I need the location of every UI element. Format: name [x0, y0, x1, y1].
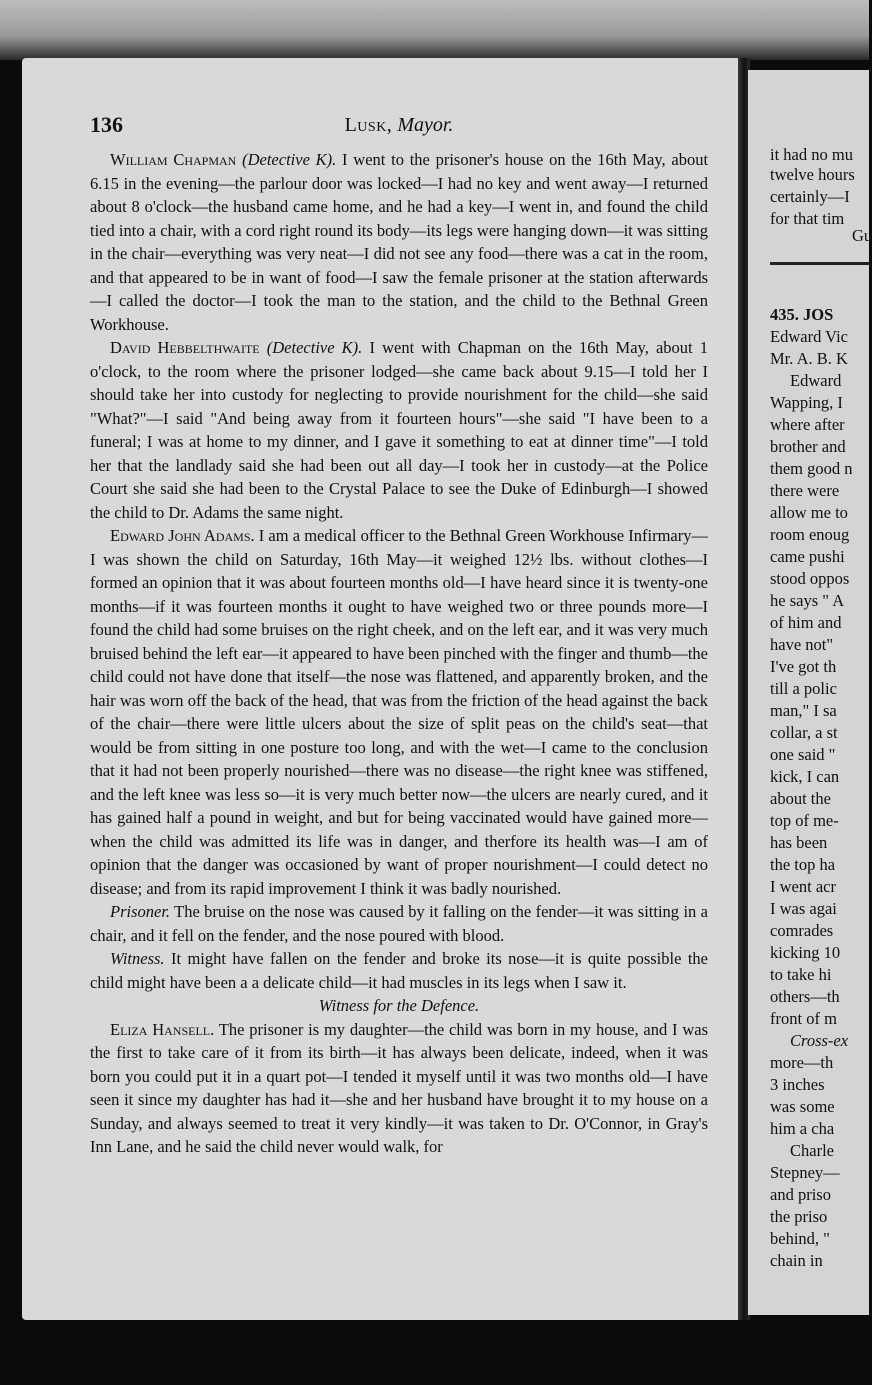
- right-page-line: stood oppos: [770, 569, 850, 588]
- right-page-line: where after: [770, 415, 845, 434]
- testimony-text-run: It might have fallen on the fender and broke its nose—it is quite possible the child might have been a a delicate child—it had muscles in its legs when I saw it.: [90, 949, 708, 992]
- right-page-line: Edward Vic: [770, 327, 848, 346]
- testimony-text-run: I went with Chapman on the 16th May, about 1 o'clock, to the room where the prisoner lodged—she came back about 9.15—I told her I should take her into custody for neglecting to provide nourishment for the child—she said "What?"—I said "And being away from it fourteen hours"—she said "I have been to a funeral; I was at home to my dinner, and I gave it something to eat at dinner time"—I told her that the landlady said she had been out all day—I took her in custody—at the Police Court she said she had been to the Crystal Palace to see the Duke of Edinburgh—I showed the child to Dr. Adams the same night.: [90, 338, 708, 522]
- right-page-line: Mr. A. B. K: [770, 349, 848, 368]
- right-page-line: of him and: [770, 613, 842, 632]
- right-page-line: kick, I can: [770, 767, 840, 786]
- right-page-line: others—th: [770, 987, 840, 1006]
- speaker-name: William Chapman: [110, 150, 237, 169]
- speaker-name: David Hebbelthwaite: [110, 338, 260, 357]
- speaker-role: (Detective K).: [266, 338, 363, 357]
- right-page-line: 435. JOS: [770, 305, 834, 324]
- right-page-line: came pushi: [770, 547, 845, 566]
- right-page-line: for that tim: [770, 209, 845, 228]
- testimony-paragraph: [90, 947, 708, 994]
- right-page-line: Stepney—: [770, 1163, 840, 1182]
- right-page-line: Gu: [852, 226, 872, 245]
- right-page-line: man," I sa: [770, 701, 837, 720]
- testimony-text-run: The bruise on the nose was caused by it falling on the fender—it was sitting in a chair, and it fell on the fender, and the nose poured with blood.: [90, 902, 708, 945]
- right-page-line: to take hi: [770, 965, 832, 984]
- running-head-name: Lusk,: [344, 114, 393, 136]
- right-page-line: Wapping, I: [770, 393, 843, 412]
- right-page-line: top of me-: [770, 811, 839, 830]
- right-page-line: twelve hours: [770, 165, 855, 184]
- right-page-line: about the: [770, 789, 831, 808]
- right-page-line: I was agai: [770, 899, 837, 918]
- speaker-role: (Detective K).: [242, 150, 337, 169]
- testimony-text-run: The prisoner is my daughter—the child was born in my house, and I was the first to take care of it from its birth—it has always been delicate, indeed, when it was born you could put it in a quart pot—I tended it myself until it was two months old—I have seen it since my daughter has had it—she and her husband have brought it to my house on a Sunday, and always seemed to treat it very kindly—it was taken to Dr. O'Connor, in Gray's Inn Lane, and he said the child never would walk, for: [90, 1019, 708, 1156]
- right-page-line: 3 inches: [770, 1075, 825, 1094]
- right-page-line: certainly—I: [770, 187, 850, 206]
- speaker-name: Witness.: [110, 949, 165, 968]
- right-page-line: it had no mu: [770, 145, 853, 164]
- scan-top-margin: [0, 0, 869, 60]
- right-page-line: comrades: [770, 921, 834, 940]
- testimony-text: [90, 148, 708, 1159]
- right-page-line: till a polic: [770, 679, 837, 698]
- right-page-line: behind, ": [770, 1229, 830, 1248]
- testimony-text-run: I am a medical officer to the Bethnal Green Workhouse Infirmary—I was shown the child on Saturday, 16th May—it weighed 12½ lbs. without clothes—I formed an opinion that it was about fourteen months old—I have heard since it is twenty-one months—if it was fourteen months it ought to have weighed two or three pounds more—I found the child had some bruises on the right cheek, and on the left ear, and it was very much bruised behind the left ear—it appeared to have been pinched with the finger and thumb—the child could not have done that itself—the nose was flattened, and apparently broken, and the hair was worn off the back of the head, that was from the friction of the head against the back of the chair—there were little ulcers about the size of split peas on the child's seat—that would be from sitting in one posture too long, and with the wet—I came to the conclusion that it had not been properly nourished—there was no disease—the right knee was stiffened, and the left knee was less so—it is very much better now—the ulcers are nearly cured, and it has gained half a pound in weight, and but for being vaccinated would have gained more—when the child was admitted its life was in danger, and therfore its health was—I am of opinion that the danger was occasioned by want of proper nourishment—I could detect no disease; and from its rapid improvement I think it was badly nourished.: [90, 526, 708, 898]
- right-page-line: have not": [770, 635, 834, 654]
- right-page-line: I've got th: [770, 657, 837, 676]
- testimony-text-run: I went to the prisoner's house on the 16th May, about 6.15 in the evening—the parlour door was locked—I had no key and went away—I returned about 8 o'clock—the husband came home, and he had a key—I went in, and found the child tied into a chair, with a cord right round its body—its legs were hanging down—it was sitting in the chair—everything was very neat—I did not see any food—there was a cat in the room, and that appeared to be in want of food—I saw the female prisoner at the station afterwards—I called the doctor—I took the man to the station, and the child to the Bethnal Green Workhouse.: [90, 150, 709, 334]
- testimony-paragraph: [90, 1018, 708, 1159]
- testimony-paragraph: [90, 524, 708, 900]
- right-page-line: there were: [770, 481, 840, 500]
- right-page-line: him a cha: [770, 1119, 835, 1138]
- section-heading: Witness for the Defence.: [318, 996, 480, 1015]
- right-page-line: chain in: [770, 1251, 823, 1270]
- testimony-paragraph: [90, 148, 708, 336]
- right-page-line: kicking 10: [770, 943, 841, 962]
- right-page-line: was some: [770, 1097, 835, 1116]
- right-page-line: and priso: [770, 1185, 831, 1204]
- right-page-line: has been: [770, 833, 828, 852]
- right-page-line: more—th: [770, 1053, 834, 1072]
- speaker-name: Prisoner.: [110, 902, 171, 921]
- page-number: 136: [90, 112, 123, 137]
- right-page-line: I went acr: [770, 877, 836, 896]
- section-rule: [770, 262, 869, 265]
- right-page-line: collar, a st: [770, 723, 838, 742]
- testimony-paragraph: [90, 900, 708, 947]
- right-page-line: Charle: [790, 1141, 834, 1160]
- right-page-line: Cross-ex: [790, 1031, 849, 1050]
- running-head: [90, 114, 708, 137]
- speaker-name: Eliza Hansell.: [110, 1019, 215, 1039]
- right-page-line: Edward: [790, 371, 842, 390]
- right-page-line: the priso: [770, 1207, 828, 1226]
- right-page-line: one said ": [770, 745, 836, 764]
- page-header: [90, 112, 708, 142]
- right-page-line: room enoug: [770, 525, 850, 544]
- right-page-line: them good n: [770, 459, 853, 478]
- speaker-name: Edward John Adams.: [110, 526, 255, 545]
- right-page-line: the top ha: [770, 855, 836, 874]
- right-page-line: he says " A: [770, 591, 845, 610]
- right-page-line: allow me to: [770, 503, 848, 522]
- testimony-paragraph: [90, 336, 708, 524]
- running-head-title: Mayor.: [397, 114, 454, 136]
- right-page-line: brother and: [770, 437, 846, 456]
- right-page-line: front of m: [770, 1009, 837, 1028]
